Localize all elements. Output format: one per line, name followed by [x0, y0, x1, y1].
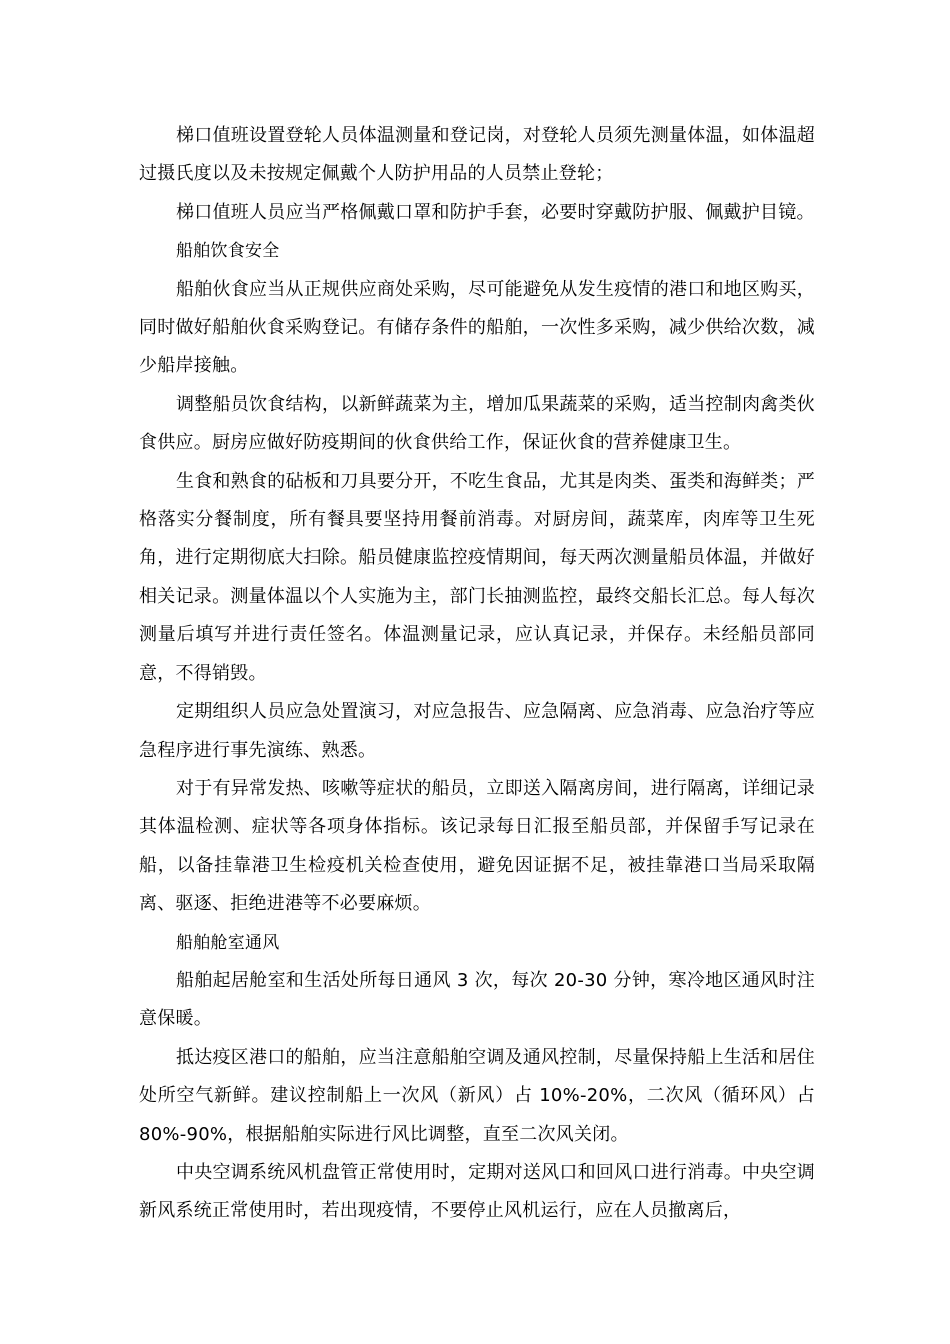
- paragraph-diet-structure: 调整船员饮食结构，以新鲜蔬菜为主，增加瓜果蔬菜的采购，适当控制肉禽类伙食供应。厨房应做好防疫期间的伙食供给工作，保证伙食的营养健康卫生。: [139, 393, 815, 454]
- paragraph-food-procurement: 船舶伙食应当从正规供应商处采购，尽可能避免从发生疫情的港口和地区购买，同时做好船舶伙食采购登记。有储存条件的船舶，一次性多采购，减少供给次数，减少船岸接触。: [139, 278, 815, 377]
- paragraph-gangway-protective-gear: 梯口值班人员应当严格佩戴口罩和防护手套，必要时穿戴防护服、佩戴护目镜。: [176, 201, 815, 223]
- paragraph-central-ac-disinfection: 中央空调系统风机盘管正常使用时，定期对送风口和回风口进行消毒。中央空调新风系统正常使用时，若出现疫情，不要停止风机运行，应在人员撤离后，: [139, 1161, 815, 1222]
- paragraph-kitchen-hygiene-health-monitoring: 生食和熟食的砧板和刀具要分开，不吃生食品，尤其是肉类、蛋类和海鲜类；严格落实分餐制度，所有餐具要坚持用餐前消毒。对厨房间，蔬菜库，肉库等卫生死角，进行定期彻底大扫除。船员健康监控疫情期间，每天两次测量船员体温，并做好相关记录。测量体温以个人实施为主，部门长抽测监控，最终交船长汇总。每人每次测量后填写并进行责任签名。体温测量记录，应认真记录，并保存。未经船员部同意，不得销毁。: [139, 470, 815, 684]
- document-body: [139, 117, 815, 1231]
- section-heading-food-safety: 船舶饮食安全: [176, 241, 280, 262]
- paragraph-gangway-temperature-check: 梯口值班设置登轮人员体温测量和登记岗，对登轮人员须先测量体温，如体温超过摄氏度以及未按规定佩戴个人防护用品的人员禁止登轮；: [139, 125, 815, 185]
- paragraph-emergency-drills: 定期组织人员应急处置演习，对应急报告、应急隔离、应急消毒、应急治疗等应急程序进行事先演练、熟悉。: [139, 701, 815, 761]
- section-heading-cabin-ventilation: 船舶舱室通风: [176, 932, 280, 953]
- paragraph-daily-ventilation: 船舶起居舱室和生活处所每日通风 3 次，每次 20-30 分钟，寒冷地区通风时注意保暖。: [139, 969, 815, 1030]
- paragraph-isolation-procedure: 对于有异常发热、咳嗽等症状的船员，立即送入隔离房间，进行隔离，详细记录其体温检测、症状等各项身体指标。该记录每日汇报至船员部，并保留手写记录在船，以备挂靠港卫生检疫机关检查使用，避免因证据不足，被挂靠港口当局采取隔离、驱逐、拒绝进港等不必要麻烦。: [139, 777, 815, 915]
- paragraph-air-conditioning-control: 抵达疫区港口的船舶，应当注意船舶空调及通风控制，尽量保持船上生活和居住处所空气新鲜。建议控制船上一次风（新风）占 10%-20%，二次风（循环风）占 80%-90%，根据船舶实际进行风比调整，直至二次风关闭。: [139, 1046, 815, 1145]
